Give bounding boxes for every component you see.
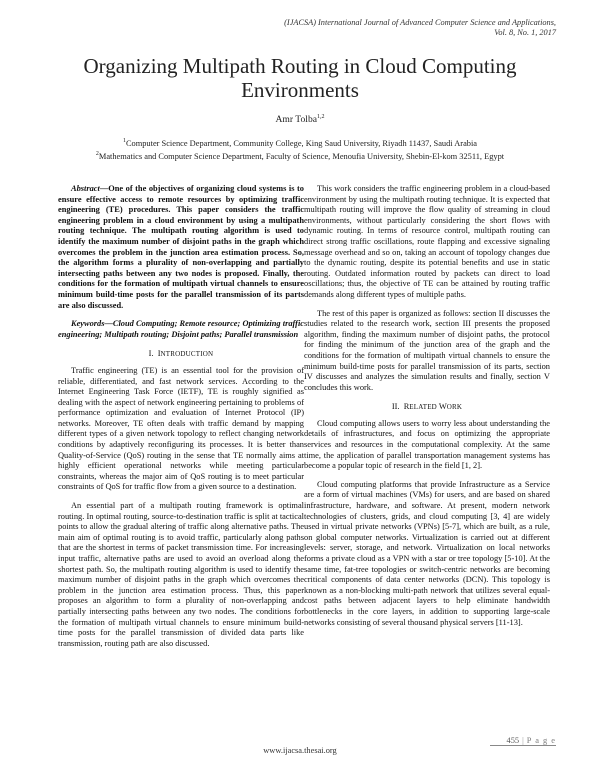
left-column [58,184,304,649]
journal-header [196,18,556,38]
related-paragraph-1: Cloud computing allows users to worry less about understanding the details of infrastructures, and focus on optimizing the appropriate services and resources in the computational complexity. At the same time, the application of parallel transportation management systems has become a popular topic of research in the field [1, 2]. [304,418,550,471]
affiliations [30,136,570,162]
body-paragraph-1: This work considers the traffic engineering problem in a cloud-based environment by using the multipath routing technique. It is expected that multipath routing will improve the flow quality of streaming in cloud environments, without particularly considering the short flows with dynamic routing. In terms of resource control, multipath routing can direct strong traffic oscillations, route flapping and excessive signaling message overhead and so on, taking an account of topology changes due to the dynamic routing, despite its potential benefits and use in static routing. Outdated information routed by packets can direct to load oscillations; thus, the objective of TE can be attained by routing traffic demands along different types of multiple paths. [304,184,550,299]
abstract-text: —One of the objectives of organizing cloud systems is to ensure effective access to remote resources by optimizing traffic engineering (TE) procedures. This paper considers the traffic engineering problem in a cloud environment by using a multipath routing technique. The multipath routing algorithm is used to identify the maximum number of disjoint paths in the graph which overcomes the problem in the junction area estimation process. So, the algorithm forms a plurality of non-overlapping and partially intersecting paths between any two nodes is proposed. Finally, the conditions for the formation of multipath virtual channels to ensure minimum build-time posts for the parallel transmission of its parts are also discussed. [58,184,304,310]
footer-url: www.ijacsa.thesai.org [263,746,337,755]
related-paragraph-2: Cloud computing platforms that provide Infrastructure as a Service are a form of virtual machines (VMs) for users, and are based on shared infrastructure, hardware, and software. At present, modern network technologies of clusters, grids, and cloud computing [3, 4] are widely used in virtual private networks (VPNs) [5-7], which are built, as a rule, on global computer networks. Virtualization is carried out at different levels: server, storage, and network. Virtualization on local networks forms a private cloud as a VPN with a star or tree topology [5-10]. At the same time, fat-tree topologies or switch-centric networks are becoming critical components of data center networks (DCN). This topology is known as a non-blocking multi-path network that utilizes several equal-cost paths between adjacent layers to help eliminate handwidth bottlenecks in the core layers, in addition to supporting large-scale networks consisting of several thousand physical servers [11-13]. [304,479,550,627]
journal-line-2: Vol. 8, No. 1, 2017 [494,28,556,37]
journal-line-1: (IJACSA) International Journal of Advanced Computer Science and Applications, [284,18,556,27]
section-heading-related-work: II. RELATED WORK [391,402,463,412]
author-affiliation-marks: 1,2 [317,114,325,120]
affiliation-2: $^2$Mathematics and Computer Science Department, Faculty of Science, Menoufia University, Shebin-El-kom 32511, Egypt [95,150,505,161]
intro-paragraph-2: An essential part of a multipath routing framework is optimal routing. In optimal routing, source-to-destination traffic is split at tactical points to allow the gradual altering of traffic along alternative paths. The main aim of optimal routing is to avoid traffic, particularly along paths that are the shortest in terms of packet transmission time. For increasing input traffic, alternative paths are used to avoid an overload along the shortest path. So, the multipath routing algorithm is used to identify the maximum number of disjoint paths in the graph which overcomes the problem in the junction area estimation process. Thus, this paper proposes an algorithm to form a plurality of non-overlapping and partially intersecting paths between any two nodes. The conditions for the formation of multipath virtual channels to ensure minimum build-time posts for the parallel transmission of divided data parts like transmission, routing path are also discussed. [58,501,304,648]
right-column [304,184,550,628]
section-heading-introduction: I. INTRODUCTION [148,349,214,359]
intro-paragraph-1: Traffic engineering (TE) is an essential tool for the provision of reliable, differentiated, and fast network services. According to the Internet Engineering Task Force (IETF), TE is roughly signified as dealing with the aspect of network engineering pertaining to problems of performance optimization and evaluation of Internet Protocol (IP) networks. Moreover, TE often deals with traffic demand by mapping different types of a given network topology to reflect changing network conditions by adaptively reconfiguring its processes. It is better than Quality-of-Service (QoS) routing in the sense that TE normally aims at highly efficient operational networks while meeting particular constraints, whereas the major aim of QoS routing is to meet particular constraints of QoS for traffic flow from a given source to a destination. [58,365,304,492]
paper-title [40,54,560,102]
author [40,114,560,125]
body-paragraph-2: The rest of this paper is organized as follows: section II discusses the studies related to the research work, section III presents the proposed algorithm, finding the maximum number of disjoint paths, the protocol for finding the minimum of the junction area of the graph and the conditions for the formation of multipath virtual channels to ensure the minimum build-time posts for parallel transmission of its parts, section IV discusses and analyzes the simulation results and finally, section V concludes this work. [304,308,550,392]
title-line-1: Organizing Multipath Routing in Cloud Computing [83,54,517,78]
author-name: Amr Tolba [275,114,318,126]
affiliation-1: $^1$Computer Science Department, Community College, King Saud University, Riyadh 11437, Saudi Arabia [122,138,478,148]
title-line-2: Environments [241,78,359,102]
abstract [58,184,304,311]
abstract-lead: Abstract [71,184,100,193]
page-number: 455 | P a g e [506,736,556,745]
keywords: Keywords—Cloud Computing; Remote resource; Optimizing traffic engineering; Multipath routing; Disjoint paths; Parallel transmission [58,319,304,339]
